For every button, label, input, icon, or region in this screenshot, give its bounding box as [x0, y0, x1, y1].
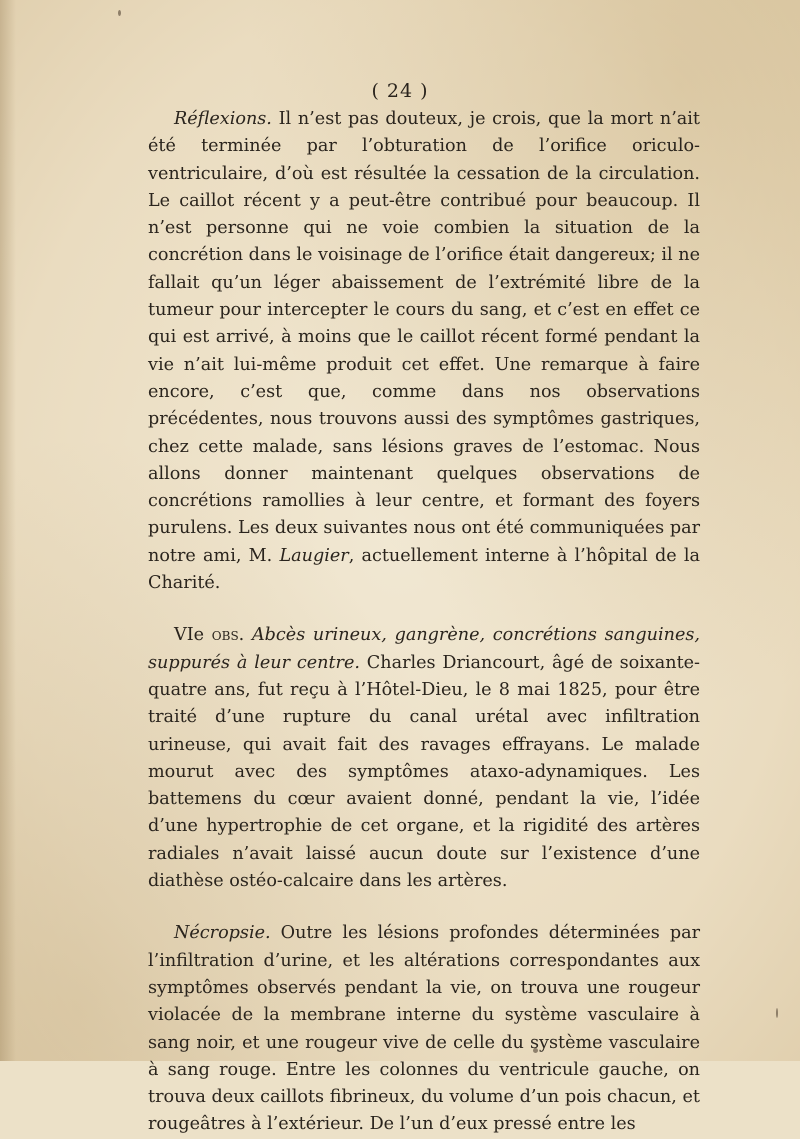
- paragraph-reflexions: [148, 106, 700, 597]
- body-text: [148, 106, 700, 1139]
- person-name: Laugier: [279, 545, 349, 566]
- paragraph-text: Il n’est pas douteux, je crois, que la mort n’ait été terminée par l’obturation de l’orifice oriculo-ventriculaire, d’où est résultée la cessation de la circulation. Le caillot récent y a peut-être contribué pour beaucoup. Il n’est personne qui ne voie combien la situation de la concrétion dans le voisinage de l’orifice était dangereux; il ne fallait qu’un léger abaissement de l’extrémité libre de la tumeur pour intercepter le cours du sang, et c’est en effet ce qui est arrivé, à moins que le caillot récent formé pendant la vie n’ait lui-même produit cet effet. Une remarque à faire encore, c’est que, comme dans nos observations précédentes, nous trouvons aussi des symptômes gastriques, chez cette malade, sans lésions graves de l’estomac. Nous allons donner maintenant quelques observations de concrétions ramollies à leur centre, et formant des foyers purulens. Les deux suivantes nous ont été communiquées par notre ami, M.: [148, 109, 700, 566]
- paragraph-observation: [148, 622, 700, 895]
- paragraph-text: Charles Driancourt, âgé de soixante-quatre ans, fut reçu à l’Hôtel-Dieu, le 8 mai 1825, pour être traité d’une rupture du canal urétal avec infiltration urineuse, qui avait fait des ravages effrayans. Le malade mourut avec des symptômes ataxo-adynamiques. Les battemens du cœur avaient donné, pendant la vie, l’idée d’une hypertrophie de cet organe, et la rigidité des artères radiales n’avait laissé aucun doute sur l’existence d’une diathèse ostéo-calcaire dans les artères.: [148, 652, 700, 892]
- observation-title: Abcès urineux, gangrène, concrétions sanguines, suppurés à leur centre.: [148, 625, 701, 673]
- observation-label: obs.: [211, 625, 245, 646]
- ink-speck: [118, 10, 121, 16]
- page-number: ( 24 ): [371, 80, 429, 102]
- observation-number: VIe: [174, 625, 205, 646]
- section-lead: Nécropsie.: [174, 923, 271, 944]
- ink-speck: [776, 1008, 778, 1018]
- paragraph-necropsie: [148, 920, 700, 1138]
- paragraph-text-end: , actuellement interne à l’hôpital de la Charité.: [148, 545, 700, 594]
- section-lead: Réflexions.: [174, 109, 272, 129]
- page-fold-shadow: [0, 0, 16, 1061]
- paragraph-text: Outre les lésions profondes déterminées par l’infiltration d’urine, et les altérations correspondantes aux symptômes observés pendant la vie, on trouva une rougeur violacée de la membrane interne du système vasculaire à sang noir, et une rougeur vive de celle du système vasculaire à sang rouge. Entre les colonnes du ventricule gauche, on trouva deux caillots fibrineux, du volume d’un pois chacun, et rougeâtres à l’extérieur. De l’un d’eux pressé entre les: [148, 923, 701, 1135]
